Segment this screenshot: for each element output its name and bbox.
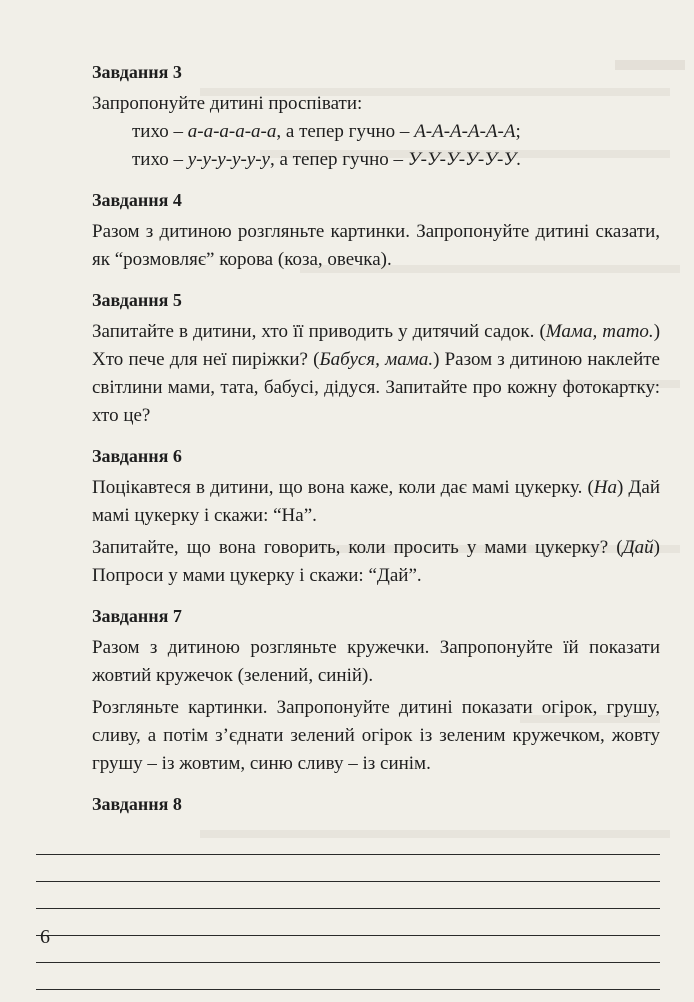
italic-fragment: У-У-У-У-У-У <box>407 149 517 170</box>
writing-line[interactable] <box>36 882 660 909</box>
italic-fragment: Мама, тато. <box>545 321 654 342</box>
text-fragment: , а тепер гучно – <box>276 121 415 142</box>
task-paragraph-1 <box>92 474 660 530</box>
italic-fragment: На <box>593 477 618 498</box>
task-text: Разом з дитиною розгляньте картинки. Запропонуйте дитині сказати, як “розмовляє” корова (коза, овечка). <box>92 221 660 270</box>
page-content <box>92 58 660 1002</box>
task-paragraph-2 <box>92 534 660 590</box>
task-3 <box>92 58 660 174</box>
writing-lines <box>92 828 660 990</box>
task-text <box>92 318 660 430</box>
task-heading: Завдання 4 <box>92 190 182 210</box>
task-heading: Завдання 7 <box>92 606 182 626</box>
singing-line-2 <box>92 146 660 174</box>
task-7 <box>92 602 660 778</box>
task-5 <box>92 286 660 430</box>
text-fragment: Поцікавтеся в дитини, що вона каже, коли дає мамі цукерку. ( <box>92 477 594 498</box>
writing-line[interactable] <box>36 936 660 963</box>
page-number: 6 <box>40 926 50 948</box>
text-fragment: Запитайте в дитини, хто її приводить у дитячий садок. ( <box>92 321 546 342</box>
task-paragraph-2: Розгляньте картинки. Запропонуйте дитині показати огірок, грушу, сливу, а потім з’єднати зелений огірок із зеленим кружечком, жовту грушу – із жовтим, синю сливу – із синім. <box>92 697 660 774</box>
italic-fragment: а-а-а-а-а-а <box>187 121 277 142</box>
text-fragment: Запитайте, що вона говорить, коли просить у мами цукерку? ( <box>92 537 623 558</box>
text-fragment: тихо – <box>132 149 188 170</box>
task-heading: Завдання 8 <box>92 794 182 814</box>
writing-line[interactable] <box>36 855 660 882</box>
text-fragment: . <box>516 149 521 170</box>
text-fragment: ) Попроси у мами цукерку і скажи: “Дай”. <box>92 537 660 586</box>
italic-fragment: у-у-у-у-у-у <box>187 149 270 170</box>
italic-fragment: Бабуся, мама. <box>319 349 434 370</box>
italic-fragment: Дай <box>622 537 654 558</box>
task-4 <box>92 186 660 274</box>
task-heading: Завдання 3 <box>92 62 182 82</box>
text-fragment: ) Разом з дитиною наклейте світлини мами, тата, бабусі, дідуся. Запитайте про кожну фотокартку: хто це? <box>92 349 660 426</box>
text-fragment: тихо – <box>132 121 188 142</box>
writing-line[interactable] <box>36 828 660 855</box>
task-paragraph-1: Разом з дитиною розгляньте кружечки. Запропонуйте їй показати жовтий кружечок (зелений, синій). <box>92 637 660 686</box>
text-fragment: ) Дай мамі цукерку і скажи: “На”. <box>92 477 660 526</box>
task-heading: Завдання 5 <box>92 290 182 310</box>
text-fragment: ) Хто пече для неї пиріжки? ( <box>92 321 661 370</box>
italic-fragment: А-А-А-А-А-А <box>414 121 516 142</box>
writing-line[interactable] <box>36 963 660 990</box>
task-8 <box>92 790 660 990</box>
singing-line-1 <box>92 118 660 146</box>
text-fragment: ; <box>515 121 521 142</box>
text-fragment: , а тепер гучно – <box>269 149 408 170</box>
task-heading: Завдання 6 <box>92 446 182 466</box>
task-6 <box>92 442 660 590</box>
writing-line[interactable] <box>36 909 660 936</box>
task-intro: Запропонуйте дитині проспівати: <box>92 93 363 114</box>
